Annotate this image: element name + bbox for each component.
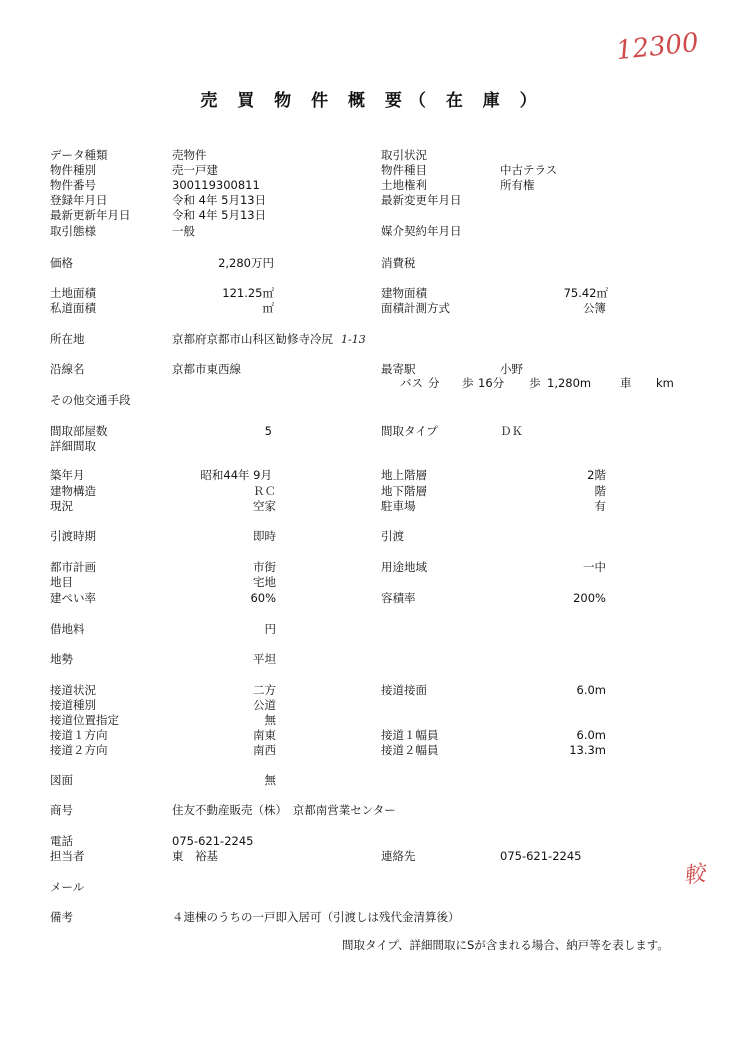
left-field-label: 引渡時期 — [50, 529, 96, 543]
right-field-value: 075-621-2245 — [500, 849, 582, 863]
left-field-value: 東 裕基 — [172, 849, 218, 863]
right-field-label: 媒介契約年月日 — [381, 224, 462, 238]
right-field-label: 物件種目 — [381, 163, 427, 177]
left-field-value: 121.25㎡ — [222, 286, 274, 300]
left-field-label: 建物構造 — [50, 484, 96, 498]
right-field-label: 間取タイプ — [381, 424, 438, 438]
left-field-label: 沿線名 — [50, 362, 85, 376]
right-field-value: 所有権 — [500, 178, 535, 192]
right-field-value: 公簿 — [583, 301, 606, 315]
left-field-value: 売物件 — [172, 148, 207, 162]
right-field-label: 面積計測方式 — [381, 301, 450, 315]
left-field-label: 物件番号 — [50, 178, 96, 192]
left-field-value: 空家 — [253, 499, 276, 513]
left-field-value: 二方 — [253, 683, 276, 697]
left-field-value: 無 — [264, 713, 276, 727]
left-field-label: 価格 — [50, 256, 73, 270]
left-field-label: 私道面積 — [50, 301, 96, 315]
left-field-value: 公道 — [253, 698, 276, 712]
left-field-value: ㎡ — [262, 301, 274, 315]
left-field-value: 南東 — [253, 728, 276, 742]
left-field-label: 接道１方向 — [50, 728, 108, 742]
car-label: 車 — [620, 376, 632, 390]
left-field-label: 地勢 — [50, 652, 73, 666]
right-field-label: 建物面積 — [381, 286, 427, 300]
left-field-label: その他交通手段 — [50, 393, 131, 407]
right-field-label: 土地権利 — [381, 178, 427, 192]
left-field-value: 京都府京都市山科区勧修寺冷尻 — [172, 332, 333, 346]
right-field-value: 13.3m — [569, 743, 606, 757]
left-field-label: データ種類 — [50, 148, 108, 162]
walk-label-1: 歩 — [462, 376, 474, 390]
left-field-value: 円 — [264, 622, 276, 636]
left-field-value: 300119300811 — [172, 178, 260, 192]
left-field-value: 即時 — [253, 529, 276, 543]
right-field-label: 消費税 — [381, 256, 416, 270]
left-field-label: 土地面積 — [50, 286, 96, 300]
left-field-label: 都市計画 — [50, 560, 96, 574]
right-field-label: 接道２幅員 — [381, 743, 439, 757]
right-field-value: 2階 — [587, 468, 606, 482]
walk-distance: 1,280m — [547, 376, 592, 390]
left-field-label: 接道位置指定 — [50, 713, 119, 727]
left-field-value: 一般 — [172, 224, 195, 238]
right-field-value: 有 — [594, 499, 606, 513]
left-field-label: 所在地 — [50, 332, 85, 346]
bus-min-label: 分 — [428, 376, 440, 390]
left-field-label: 図面 — [50, 773, 73, 787]
left-field-label: 接道状況 — [50, 683, 96, 697]
right-field-label: 引渡 — [381, 529, 404, 543]
right-field-label: 連絡先 — [381, 849, 416, 863]
footer-note: 間取タイプ、詳細間取にSが含まれる場合、納戸等を表します。 — [342, 938, 669, 952]
right-field-label: 最寄駅 — [381, 362, 416, 376]
left-field-label: 商号 — [50, 803, 73, 817]
left-field-label: 地目 — [50, 575, 73, 589]
left-field-value: 60% — [250, 591, 276, 605]
left-field-value: 住友不動産販売（株） 京都南営業センター — [172, 803, 396, 817]
left-field-label: 接道種別 — [50, 698, 96, 712]
left-field-label: 接道２方向 — [50, 743, 108, 757]
handwritten-number: 12300 — [614, 27, 701, 67]
right-field-label: 容積率 — [381, 591, 416, 605]
left-field-value: 南西 — [253, 743, 276, 757]
right-field-value: ＤＫ — [500, 424, 523, 438]
right-field-value: 中古テラス — [500, 163, 558, 177]
left-field-label: 電話 — [50, 834, 73, 848]
left-field-label: 担当者 — [50, 849, 85, 863]
left-field-value: 5 — [264, 424, 272, 438]
left-field-value: 宅地 — [253, 575, 276, 589]
left-field-value: 売一戸建 — [172, 163, 218, 177]
right-field-label: 駐車場 — [381, 499, 416, 513]
right-field-value: 6.0m — [576, 683, 606, 697]
right-field-value: 6.0m — [576, 728, 606, 742]
right-field-label: 用途地域 — [381, 560, 427, 574]
left-field-value: ＲＣ — [253, 484, 276, 498]
left-field-label: 備考 — [50, 910, 73, 924]
left-field-value: 令和 4年 5月13日 — [172, 208, 267, 222]
left-field-value: ４連棟のうちの一戸即入居可（引渡しは残代金清算後） — [172, 910, 460, 924]
left-field-value: 無 — [264, 773, 276, 787]
bus-label: バス — [400, 376, 423, 390]
left-field-label: 築年月 — [50, 468, 85, 482]
left-field-label: メール — [50, 880, 85, 894]
right-field-value: 階 — [594, 484, 606, 498]
page-title: 売 買 物 件 概 要（ 在 庫 ） — [200, 91, 544, 111]
left-field-label: 登録年月日 — [50, 193, 108, 207]
right-field-label: 接道接面 — [381, 683, 427, 697]
left-field-label: 借地料 — [50, 622, 85, 636]
right-field-label: 地上階層 — [381, 468, 427, 482]
handwritten-address-suffix: 1-13 — [341, 333, 366, 346]
left-field-label: 現況 — [50, 499, 73, 513]
left-field-value: 2,280万円 — [218, 256, 274, 270]
right-field-label: 最新変更年月日 — [381, 193, 462, 207]
left-field-value: 075-621-2245 — [172, 834, 254, 848]
handwritten-mark: 較 — [681, 861, 708, 890]
left-field-value: 京都市東西線 — [172, 362, 241, 376]
right-field-label: 取引状況 — [381, 148, 427, 162]
left-field-label: 取引態様 — [50, 224, 96, 238]
right-field-label: 地下階層 — [381, 484, 427, 498]
left-field-value: 平坦 — [253, 652, 276, 666]
walk-label-2: 歩 — [529, 376, 541, 390]
car-km: km — [656, 376, 674, 390]
left-field-label: 建ぺい率 — [50, 591, 96, 605]
left-field-value: 令和 4年 5月13日 — [172, 193, 267, 207]
right-field-label: 接道１幅員 — [381, 728, 439, 742]
right-field-value: 一中 — [583, 560, 606, 574]
left-field-value: 昭和44年 9月 — [200, 468, 272, 482]
left-field-label: 最新更新年月日 — [50, 208, 131, 222]
left-field-value: 市街 — [253, 560, 276, 574]
left-field-label: 間取部屋数 — [50, 424, 108, 438]
left-field-label: 物件種別 — [50, 163, 96, 177]
right-field-value: 200% — [573, 591, 606, 605]
right-field-value: 75.42㎡ — [563, 286, 608, 300]
walk-minutes: 16分 — [478, 376, 505, 390]
right-field-value: 小野 — [500, 362, 523, 376]
left-field-label: 詳細間取 — [50, 439, 96, 453]
